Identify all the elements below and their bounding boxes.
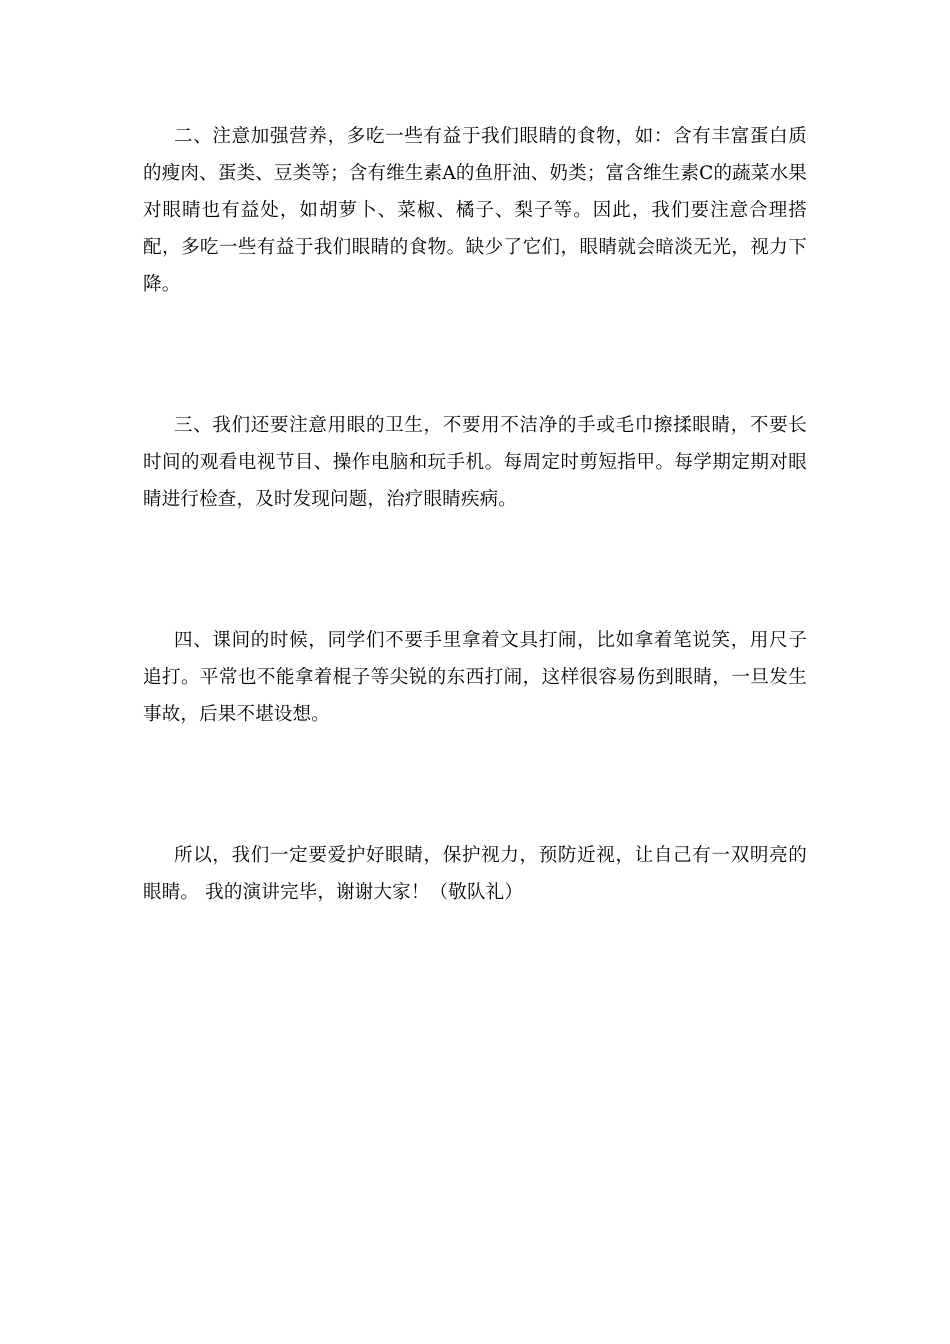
paragraph-conclusion: 所以，我们一定要爱护好眼睛，保护视力，预防近视，让自己有一双明亮的眼睛。 我的演讲完毕，谢谢大家！（敬队礼） (143, 845, 807, 903)
paragraph-spacer (143, 303, 807, 407)
document-body (143, 118, 807, 911)
paragraph-eye-hygiene: 三、我们还要注意用眼的卫生，不要用不洁净的手或毛巾擦揉眼睛，不要长时间的观看电视节目、操作电脑和玩手机。每周定时剪短指甲。每学期定期对眼睛进行检查，及时发现问题，治疗眼睛疾病。 (143, 415, 807, 510)
paragraph-spacer (143, 733, 807, 837)
paragraph-spacer (143, 518, 807, 622)
paragraph-nutrition: 二、注意加强营养，多吃一些有益于我们眼睛的食物，如：含有丰富蛋白质的瘦肉、蛋类、豆类等；含有维生素A的鱼肝油、奶类；富含维生素C的蔬菜水果对眼睛也有益处，如胡萝卜、菜椒、橘子、梨子等。因此，我们要注意合理搭配，多吃一些有益于我们眼睛的食物。缺少了它们，眼睛就会暗淡无光，视力下降。 (143, 126, 807, 295)
paragraph-recess-safety: 四、课间的时候，同学们不要手里拿着文具打闹，比如拿着笔说笑，用尺子追打。平常也不能拿着棍子等尖锐的东西打闹，这样很容易伤到眼睛，一旦发生事故，后果不堪设想。 (143, 630, 807, 725)
